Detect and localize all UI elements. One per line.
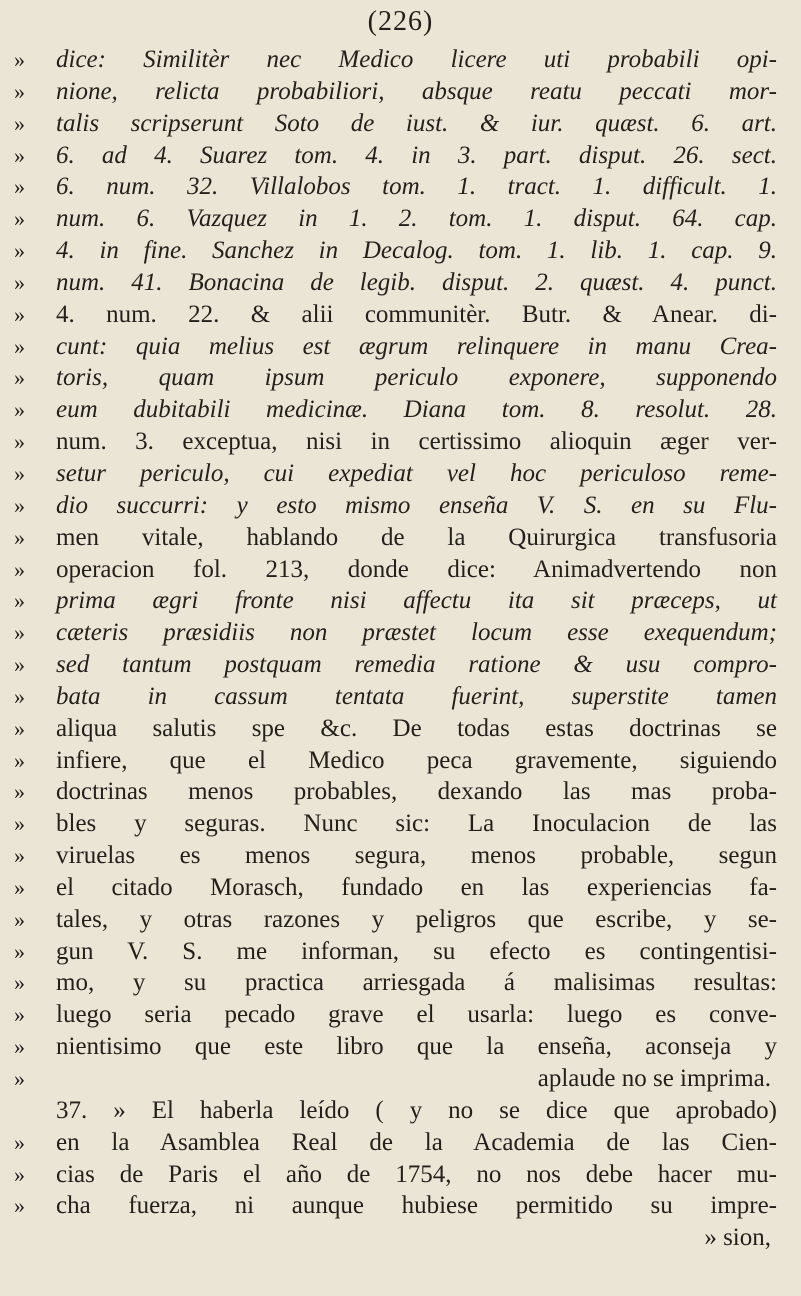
text-line bbox=[0, 936, 801, 968]
quote-marker: » bbox=[14, 333, 25, 359]
text-line bbox=[0, 617, 801, 649]
line-text: tales, y otras razones y peligros que escribe, y se- bbox=[56, 905, 777, 933]
line-text: talis scripserunt Soto de iust. & iur. quæst. 6. art. bbox=[56, 109, 777, 137]
text-line bbox=[0, 808, 801, 840]
text-line bbox=[0, 745, 801, 777]
text-line bbox=[0, 458, 801, 490]
text-line bbox=[0, 1031, 801, 1063]
line-text: 37. » El haberla leído ( y no se dice que aprobado) bbox=[56, 1096, 777, 1124]
quote-marker: » bbox=[14, 811, 25, 837]
quote-marker: » bbox=[14, 779, 25, 805]
quote-marker: » bbox=[14, 1034, 25, 1060]
line-text: cha fuerza, ni aunque hubiese permitido su impre- bbox=[56, 1192, 777, 1220]
line-text: luego seria pecado grave el usarla: luego es conve- bbox=[56, 1001, 777, 1029]
line-text: bles y seguras. Nunc sic: La Inoculacion de las bbox=[56, 810, 777, 838]
text-line bbox=[0, 490, 801, 522]
line-text: prima ægri fronte nisi affectu ita sit præceps, ut bbox=[56, 587, 777, 615]
line-text: cias de Paris el año de 1754, no nos debe hacer mu- bbox=[56, 1160, 777, 1188]
quote-marker: » bbox=[14, 683, 25, 709]
line-text: aplaude no se imprima. bbox=[537, 1065, 771, 1092]
text-line bbox=[0, 1095, 801, 1127]
line-text: mo, y su practica arriesgada á malisimas resultas: bbox=[56, 969, 777, 997]
quote-marker: » bbox=[14, 142, 25, 168]
text-line bbox=[0, 522, 801, 554]
quote-marker: » bbox=[14, 238, 25, 264]
text-line bbox=[0, 426, 801, 458]
quote-marker: » bbox=[14, 492, 25, 518]
quote-marker: » bbox=[14, 906, 25, 932]
text-line bbox=[0, 585, 801, 617]
line-text: setur periculo, cui expediat vel hoc periculoso reme- bbox=[56, 459, 777, 487]
text-line bbox=[0, 76, 801, 108]
quote-marker: » bbox=[14, 206, 25, 232]
quote-marker: » bbox=[14, 652, 25, 678]
line-text: operacion fol. 213, donde dice: Animadvertendo non bbox=[56, 555, 777, 583]
quote-marker: » bbox=[14, 365, 25, 391]
body-text bbox=[0, 44, 801, 1254]
text-line bbox=[0, 999, 801, 1031]
page-number: (226) bbox=[367, 6, 434, 37]
text-line bbox=[0, 171, 801, 203]
line-text: men vitale, hablando de la Quirurgica transfusoria bbox=[56, 523, 777, 551]
text-line bbox=[0, 140, 801, 172]
quote-marker: » bbox=[14, 460, 25, 486]
text-line bbox=[0, 1159, 801, 1191]
text-line bbox=[0, 904, 801, 936]
text-line bbox=[0, 649, 801, 681]
text-line bbox=[0, 967, 801, 999]
text-line bbox=[0, 713, 801, 745]
line-text: num. 41. Bonacina de legib. disput. 2. quæst. 4. punct. bbox=[56, 268, 777, 296]
quote-marker: » bbox=[14, 588, 25, 614]
quote-marker: » bbox=[14, 47, 25, 72]
text-line bbox=[0, 235, 801, 267]
quote-marker: » bbox=[14, 1161, 25, 1187]
quote-marker: » bbox=[14, 78, 25, 104]
quote-marker: » bbox=[14, 1129, 25, 1155]
line-text: cæteris præsidiis non præstet locum esse exequendum; bbox=[56, 619, 777, 647]
quote-marker: » bbox=[14, 938, 25, 964]
text-line bbox=[0, 267, 801, 299]
text-line bbox=[0, 203, 801, 235]
quote-marker: » bbox=[14, 874, 25, 900]
quote-marker: » bbox=[14, 110, 25, 136]
line-text: 4. num. 22. & alii communitèr. Butr. & Anear. di- bbox=[56, 300, 777, 328]
quote-marker: » bbox=[14, 397, 25, 423]
quote-marker: » bbox=[14, 970, 25, 996]
line-text: 6. ad 4. Suarez tom. 4. in 3. part. disput. 26. sect. bbox=[56, 141, 777, 169]
line-text: aliqua salutis spe &c. De todas estas doctrinas se bbox=[56, 714, 777, 742]
line-text: dice: Similitèr nec Medico licere uti probabili opi- bbox=[56, 46, 777, 73]
line-text: toris, quam ipsum periculo exponere, supponendo bbox=[56, 364, 777, 392]
quote-marker: » bbox=[14, 269, 25, 295]
text-line bbox=[0, 299, 801, 331]
text-line bbox=[0, 108, 801, 140]
text-line bbox=[0, 44, 801, 76]
quote-marker: » bbox=[14, 715, 25, 741]
text-line bbox=[0, 1190, 801, 1222]
line-text: nientisimo que este libro que la enseña, aconseja y bbox=[56, 1033, 777, 1061]
text-line bbox=[0, 840, 801, 872]
line-text: infiere, que el Medico peca gravemente, siguiendo bbox=[56, 746, 777, 774]
line-text: viruelas es menos segura, menos probable, segun bbox=[56, 842, 777, 870]
text-line bbox=[0, 1222, 801, 1254]
line-text: sed tantum postquam remedia ratione & usu compro- bbox=[56, 651, 777, 679]
text-line bbox=[0, 1063, 801, 1095]
quote-marker: » bbox=[14, 1066, 25, 1091]
quote-marker: » bbox=[14, 524, 25, 550]
text-line bbox=[0, 681, 801, 713]
line-text: eum dubitabili medicinæ. Diana tom. 8. resolut. 28. bbox=[56, 396, 777, 424]
line-text: » sion, bbox=[704, 1224, 771, 1252]
line-text: 4. in fine. Sanchez in Decalog. tom. 1. lib. 1. cap. 9. bbox=[56, 237, 777, 265]
quote-marker: » bbox=[14, 620, 25, 646]
text-line bbox=[0, 872, 801, 904]
text-line bbox=[0, 554, 801, 586]
quote-marker: » bbox=[14, 843, 25, 869]
line-text: en la Asamblea Real de la Academia de las Cien- bbox=[56, 1128, 777, 1156]
line-text: el citado Morasch, fundado en las experiencias fa- bbox=[56, 873, 777, 901]
line-text: gun V. S. me informan, su efecto es contingentisi- bbox=[56, 937, 777, 965]
quote-marker: » bbox=[14, 1193, 25, 1219]
line-text: dio succurri: y esto mismo enseña V. S. en su Flu- bbox=[56, 491, 777, 519]
quote-marker: » bbox=[14, 301, 25, 327]
text-line bbox=[0, 331, 801, 363]
line-text: bata in cassum tentata fuerint, superstite tamen bbox=[56, 682, 777, 710]
quote-marker: » bbox=[14, 429, 25, 455]
text-line bbox=[0, 776, 801, 808]
quote-marker: » bbox=[14, 747, 25, 773]
text-line bbox=[0, 1127, 801, 1159]
text-line bbox=[0, 362, 801, 394]
line-text: cunt: quia melius est ægrum relinquere in manu Crea- bbox=[56, 332, 777, 360]
quote-marker: » bbox=[14, 556, 25, 582]
line-text: num. 3. exceptua, nisi in certissimo alioquin æger ver- bbox=[56, 428, 777, 456]
quote-marker: » bbox=[14, 1002, 25, 1028]
line-text: nione, relicta probabiliori, absque reatu peccati mor- bbox=[56, 77, 777, 105]
line-text: num. 6. Vazquez in 1. 2. tom. 1. disput. 64. cap. bbox=[56, 205, 777, 233]
line-text: 6. num. 32. Villalobos tom. 1. tract. 1. difficult. 1. bbox=[56, 173, 777, 201]
text-line bbox=[0, 394, 801, 426]
line-text: doctrinas menos probables, dexando las mas proba- bbox=[56, 778, 777, 806]
quote-marker: » bbox=[14, 174, 25, 200]
